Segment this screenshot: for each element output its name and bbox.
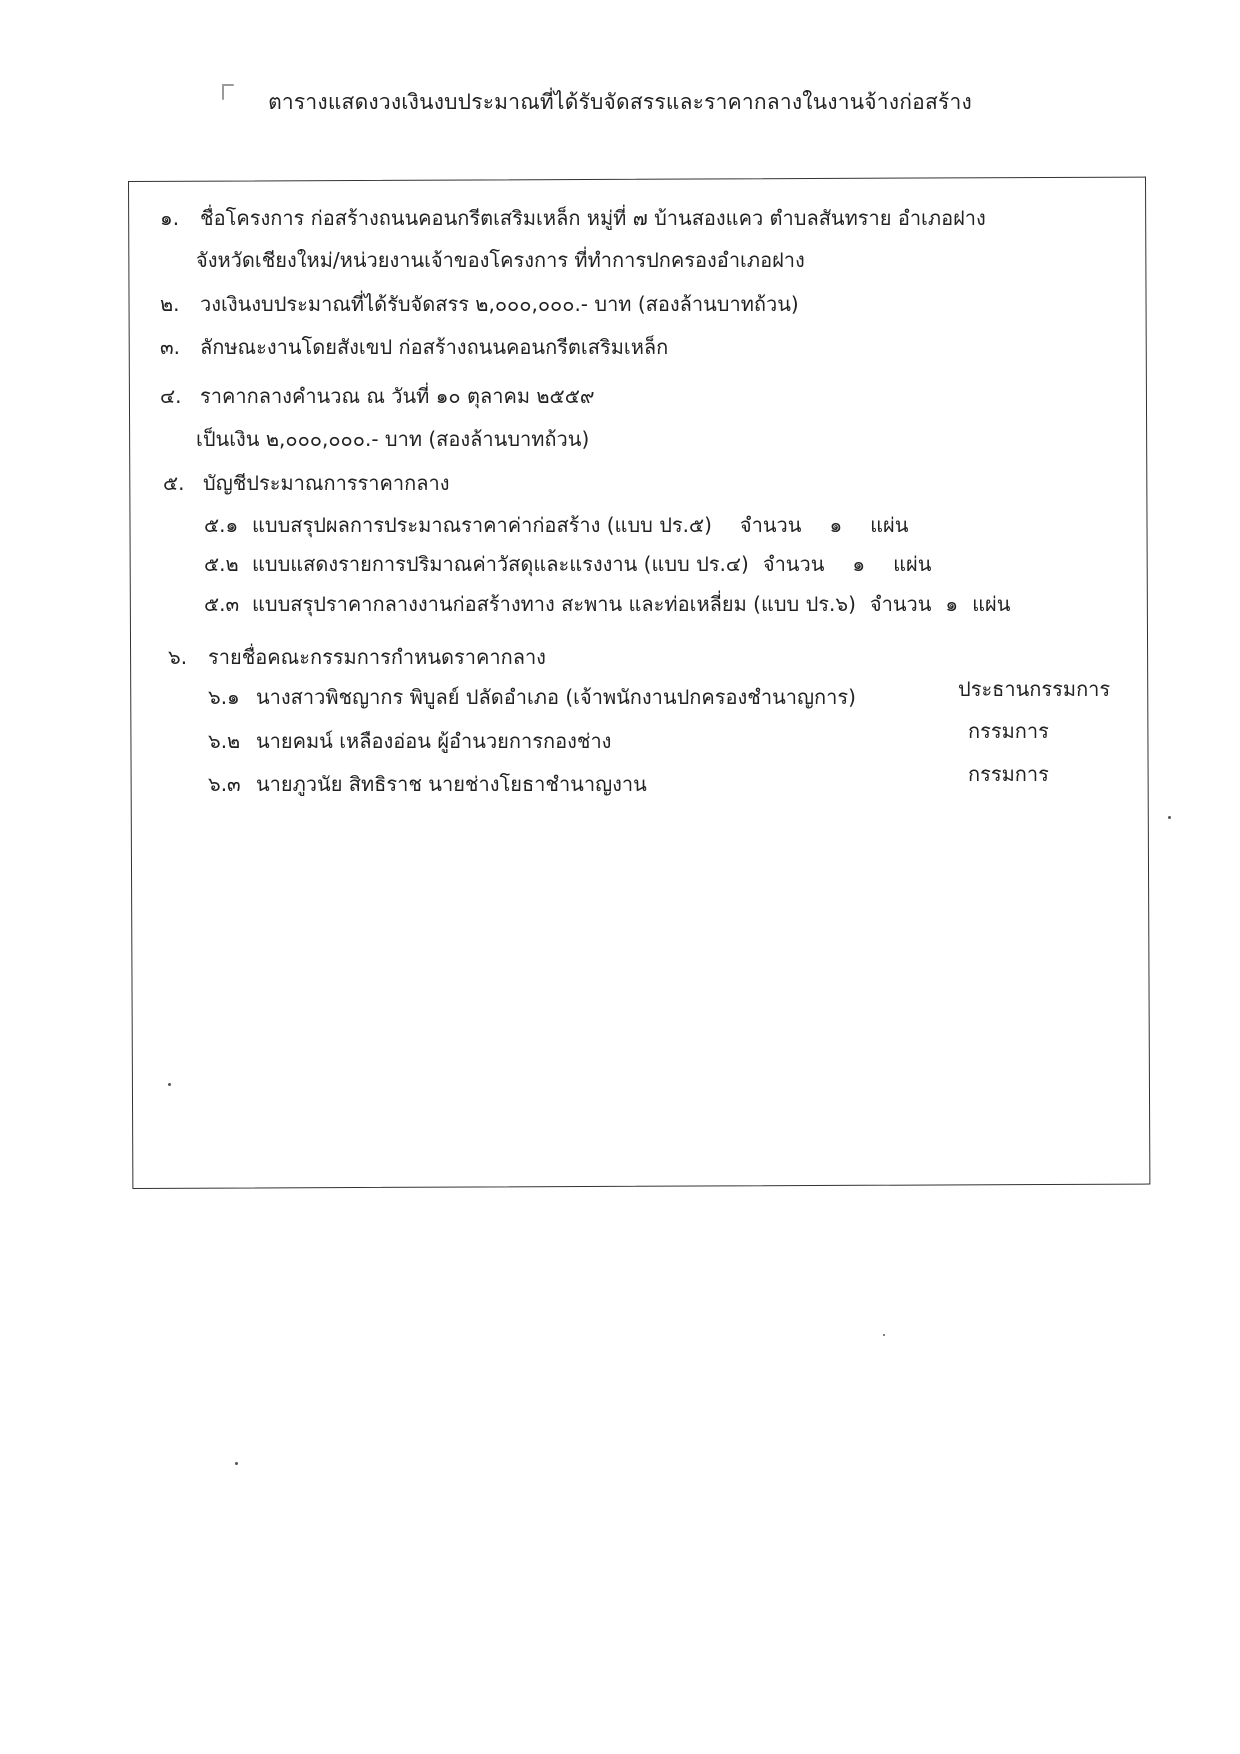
item-4-continuation: [196, 426, 589, 452]
sub-item-number: ๕.๒: [204, 552, 239, 576]
sub-item-text: แบบแสดงรายการปริมาณค่าวัสดุและแรงงาน (แบบ ปร.๔): [252, 552, 749, 576]
item-1: [160, 205, 986, 231]
quantity-label: จำนวน: [762, 552, 825, 576]
item-number: ๓.: [160, 335, 181, 359]
member-number: ๖.๓: [208, 772, 241, 796]
item-text: ชื่อโครงการ ก่อสร้างถนนคอนกรีตเสริมเหล็ก หมู่ที่ ๗ บ้านสองแคว ตำบลสันทราย อำเภอฝาง: [200, 206, 986, 230]
item-text: ลักษณะงานโดยสังเขป ก่อสร้างถนนคอนกรีตเสริมเหล็ก: [200, 335, 669, 359]
sub-item-5-1: [204, 512, 908, 538]
sub-item-text: แบบสรุปราคากลางงานก่อสร้างทาง สะพาน และท่อเหลี่ยม (แบบ ปร.๖): [252, 592, 856, 616]
member-name: นายคมน์ เหลืองอ่อน ผู้อำนวยการกองช่าง: [256, 729, 612, 753]
sub-item-number: ๕.๑: [204, 513, 239, 537]
quantity-value: ๑: [945, 592, 959, 616]
quantity-label: จำนวน: [739, 513, 802, 537]
item-text: รายชื่อคณะกรรมการกำหนดราคากลาง: [208, 645, 546, 669]
sub-item-5-3: [204, 591, 1010, 617]
committee-member-3: [208, 771, 647, 797]
item-text: ราคากลางคำนวณ ณ วันที่ ๑๐ ตุลาคม ๒๕๕๙: [200, 384, 595, 408]
sub-item-5-2: [204, 551, 931, 577]
member-role: กรรมการ: [968, 719, 1049, 743]
member-name: นางสาวพิชญากร พิบูลย์ ปลัดอำเภอ (เจ้าพนักงานปกครองชำนาญการ): [256, 685, 856, 709]
quantity-unit: แผ่น: [893, 552, 932, 576]
sub-item-text: แบบสรุปผลการประมาณราคาค่าก่อสร้าง (แบบ ปร.๕): [252, 513, 712, 537]
item-6: [168, 644, 546, 670]
item-text: เป็นเงิน ๒,๐๐๐,๐๐๐.- บาท (สองล้านบาทถ้วน): [196, 427, 590, 451]
item-3: [160, 334, 668, 360]
item-number: ๕.: [163, 471, 185, 495]
item-4: [160, 383, 594, 409]
document-title: ตารางแสดงวงเงินงบประมาณที่ได้รับจัดสรรและราคากลางในงานจ้างก่อสร้าง: [268, 90, 972, 114]
member-number: ๖.๒: [208, 729, 241, 753]
item-text: วงเงินงบประมาณที่ได้รับจัดสรร ๒,๐๐๐,๐๐๐.- บาท (สองล้านบาทถ้วน): [200, 292, 799, 316]
item-number: ๔.: [160, 384, 182, 408]
member-role: กรรมการ: [968, 762, 1049, 786]
scan-speck: [235, 1462, 238, 1465]
item-1-continuation: [196, 247, 805, 273]
committee-member-1: [208, 684, 856, 710]
quantity-unit: แผ่น: [870, 513, 909, 537]
quantity-unit: แผ่น: [972, 592, 1011, 616]
member-name: นายภูวนัย สิทธิราช นายช่างโยธาชำนาญงาน: [256, 772, 647, 796]
scan-speck: [883, 1334, 885, 1336]
scan-speck: [1168, 816, 1171, 819]
item-number: ๑.: [160, 206, 180, 230]
sub-item-number: ๕.๓: [204, 592, 240, 616]
quantity-value: ๑: [852, 552, 866, 576]
item-text: จังหวัดเชียงใหม่/หน่วยงานเจ้าของโครงการ ที่ทำการปกครองอำเภอฝาง: [196, 248, 805, 272]
quantity-label: จำนวน: [869, 592, 932, 616]
quantity-value: ๑: [829, 513, 843, 537]
item-5: [163, 470, 449, 496]
member-role: ประธานกรรมการ: [958, 677, 1111, 701]
item-number: ๖.: [168, 645, 188, 669]
item-2: [160, 291, 799, 317]
member-number: ๖.๑: [208, 685, 240, 709]
item-text: บัญชีประมาณการราคากลาง: [203, 471, 450, 495]
committee-member-2: [208, 728, 611, 754]
item-number: ๒.: [160, 292, 180, 316]
